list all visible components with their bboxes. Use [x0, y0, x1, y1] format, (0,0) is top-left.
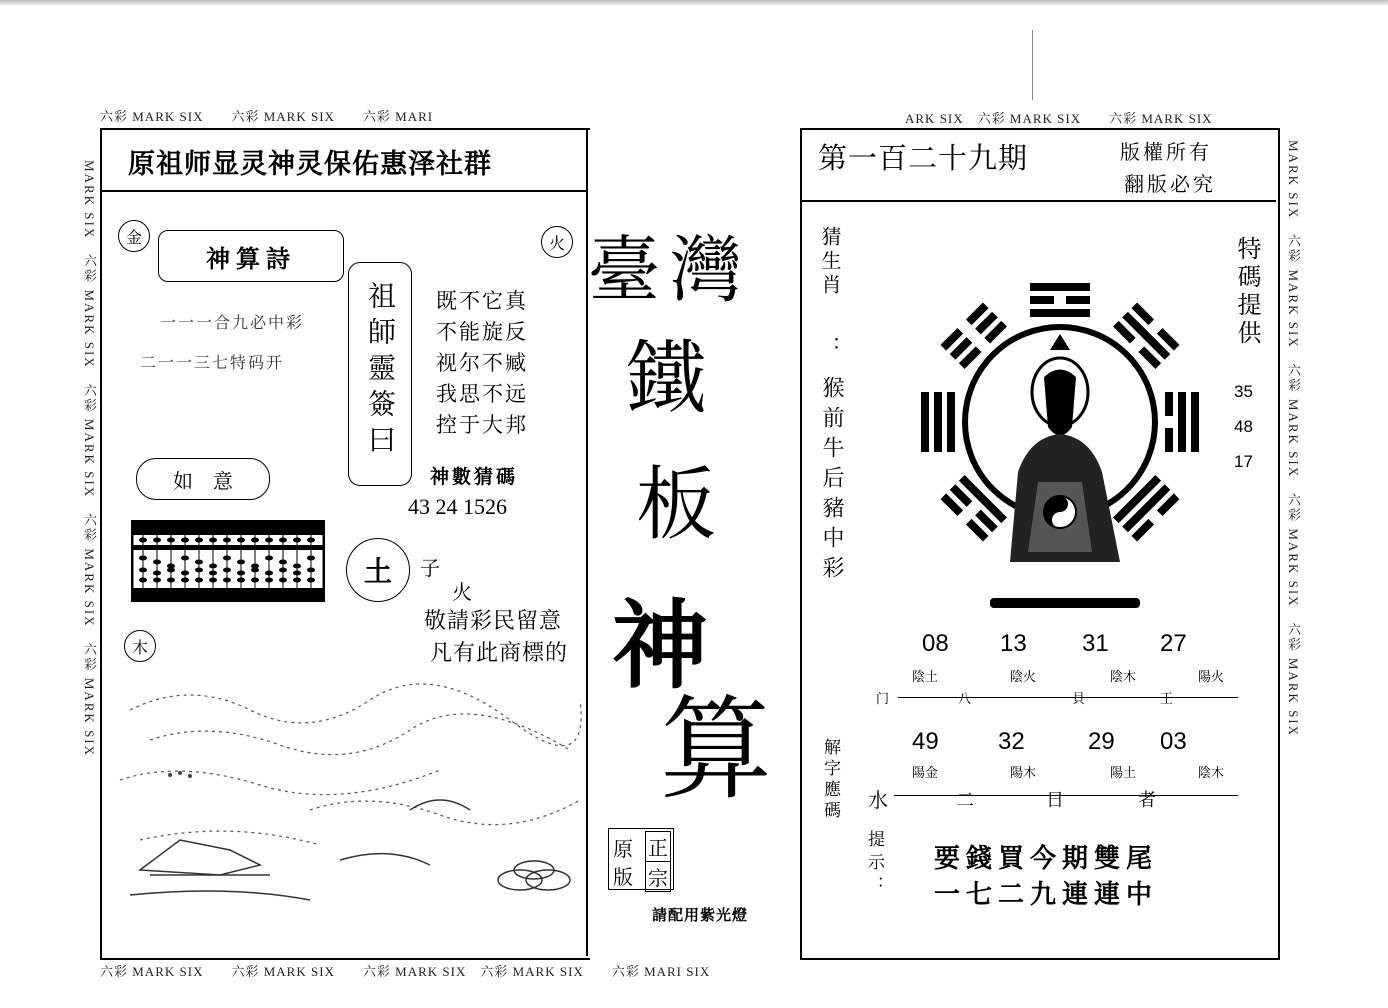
poem-line: 视尔不臧: [436, 351, 528, 375]
notice-line-2: 凡有此商標的: [430, 641, 569, 666]
row2-number: 32: [998, 728, 1025, 755]
row2-tag: 陽土: [1110, 766, 1137, 781]
abacus-icon: [131, 520, 325, 602]
watermark-right-vertical: MARK SIX 六彩 MARK SIX 六彩 MARK SIX 六彩 MARK SIX 六彩 MARK SIX: [1286, 140, 1301, 738]
fold-line: [1032, 30, 1033, 100]
abacus-bead: [167, 568, 175, 573]
notice-line-1: 敬請彩民留意: [424, 609, 563, 634]
stamp-char: 宗: [645, 861, 671, 892]
tip-label: 提示：: [864, 830, 884, 899]
row1-tag: 陰土: [912, 670, 939, 685]
scan-edge: [0, 0, 1388, 6]
watermark-top-left: 六彩 MARK SIX 六彩 MARK SIX 六彩 MARI: [100, 109, 434, 124]
title-suan: 算: [660, 685, 772, 815]
element-earth-badge: 土: [346, 538, 410, 602]
abacus-bead: [223, 578, 231, 583]
poem-line: 控于大邦: [436, 413, 528, 437]
row1-tag: 陽火: [1198, 670, 1225, 685]
abacus-bead: [265, 556, 273, 561]
issue-number: 第一百二十九期: [818, 141, 1029, 175]
oracle-title: 祖師靈簽曰: [364, 281, 397, 461]
element-wood-badge: 木: [124, 630, 156, 662]
abacus-bead: [181, 538, 189, 543]
element-fire-badge: 火: [541, 226, 573, 258]
row1-char: 八: [958, 692, 972, 707]
abacus-bead: [167, 578, 175, 583]
row1-char: 王: [1160, 692, 1174, 707]
trigram-line: [1030, 283, 1090, 291]
oracle-title-box: [348, 262, 412, 486]
element-metal-badge: 金: [118, 220, 150, 252]
title-taiwan: 臺灣: [588, 228, 753, 312]
zi-char: 子: [420, 556, 440, 580]
poem-title-box: [158, 230, 344, 282]
landscape-illustration: [110, 670, 585, 950]
left-header: 原祖师显灵神灵保佑惠泽社群: [128, 149, 492, 180]
abacus-bead: [265, 571, 273, 576]
watermark-left-vertical: MARK SIX 六彩 MARK SIX 六彩 MARK SIX 六彩 MARK SIX 六彩 MARK SIX: [82, 160, 97, 758]
abacus-bead: [293, 578, 301, 583]
poem-line: 不能旋反: [436, 320, 528, 344]
abacus-bead: [265, 578, 273, 583]
row2-char: 日: [1046, 790, 1064, 811]
row1-number: 13: [1000, 630, 1027, 657]
row1-tag: 陰木: [1110, 670, 1137, 685]
special-number: 48: [1234, 417, 1253, 436]
abacus-bead: [251, 578, 259, 583]
poem-line: 既不它真: [436, 289, 528, 313]
trigram-line: [1030, 296, 1090, 304]
right-header-divider: [800, 200, 1276, 202]
title-ban: 板: [636, 458, 716, 551]
hint-line-1: 一一一合九必中彩: [160, 313, 305, 332]
row1-number: 31: [1082, 630, 1109, 657]
abacus-bead: [181, 571, 189, 576]
abacus-bead: [139, 538, 147, 543]
special-code-label: 特碼提供: [1233, 236, 1261, 348]
poem-line: 我思不远: [436, 382, 528, 406]
abacus-bead: [195, 568, 203, 573]
abacus-bead: [153, 560, 161, 565]
abacus-bead: [307, 556, 315, 561]
abacus-bead: [307, 538, 315, 543]
abacus-bead: [139, 556, 147, 561]
zodiac-colon: ：: [818, 336, 842, 356]
abacus-bead: [209, 578, 217, 583]
trigram-line: [921, 392, 929, 452]
hint-line-2: 二一一三七特码开: [140, 353, 285, 372]
abacus-bead: [279, 538, 287, 543]
row1-char: 貝: [1072, 692, 1086, 707]
abacus-bead: [153, 571, 161, 576]
abacus-bead: [279, 568, 287, 573]
abacus-bead: [153, 538, 161, 543]
abacus-bead: [293, 571, 301, 576]
row2-underline: [894, 795, 1238, 796]
trigram-line: [1165, 392, 1173, 452]
decode-label: 解字應碼: [820, 738, 840, 822]
abacus-bead: [139, 578, 147, 583]
abacus-bead: [195, 578, 203, 583]
hint-line-2: 一七二九連連中: [934, 880, 1159, 910]
abacus-bead: [209, 571, 217, 576]
poem-lines: [436, 286, 528, 441]
abacus-bead: [181, 578, 189, 583]
row2-number: 03: [1160, 728, 1187, 755]
abacus-bead: [251, 538, 259, 543]
abacus-bead: [307, 578, 315, 583]
row2-number: 49: [912, 728, 939, 755]
abacus-bead: [209, 564, 217, 569]
row2-char: 者: [1138, 790, 1156, 811]
left-header-divider: [100, 190, 588, 192]
trigram-line: [934, 392, 942, 452]
stamp-char: 版: [613, 865, 633, 889]
abacus-bead: [181, 556, 189, 561]
abacus-bead: [293, 538, 301, 543]
abacus-bead: [293, 564, 301, 569]
trigram-line: [947, 392, 955, 452]
abacus-bead: [167, 538, 175, 543]
bagua-deity-illustration: [910, 222, 1210, 562]
authentic-stamp: [608, 828, 674, 890]
stamp-char: 原: [613, 837, 633, 861]
abacus-bead: [209, 538, 217, 543]
abacus-bead: [195, 560, 203, 565]
guess-numbers: 43 24 1526: [408, 494, 507, 519]
copyright-line-1: 版權所有: [1120, 140, 1212, 164]
uv-light-note: 請配用紫光燈: [652, 906, 749, 924]
row1-char: 门: [876, 692, 890, 707]
abacus-bead: [237, 538, 245, 543]
watermark-bottom: 六彩 MARK SIX 六彩 MARK SIX 六彩 MARK SIX 六彩 MARK SIX 六彩 MARI SIX: [100, 964, 711, 979]
abacus-bead: [307, 568, 315, 573]
ruyi-box: [136, 458, 270, 500]
guess-label: 神數猜碼: [430, 466, 519, 488]
trigram-line: [1030, 309, 1090, 317]
abacus-bead: [251, 568, 259, 573]
trigram-line: [1178, 392, 1186, 452]
title-tie: 鐵: [626, 332, 706, 425]
abacus-bead: [265, 538, 273, 543]
abacus-bead: [223, 568, 231, 573]
row2-tag: 陰木: [1198, 766, 1225, 781]
abacus-bead: [279, 560, 287, 565]
abacus-bead: [139, 568, 147, 573]
title-shen: 神: [612, 589, 708, 702]
row2-tag: 陽金: [912, 766, 939, 781]
special-number: 17: [1234, 452, 1253, 471]
ink-bar: [990, 598, 1140, 608]
zodiac-label: 猜生肖: [818, 226, 842, 298]
row2-number: 29: [1088, 728, 1115, 755]
hint-line-1: 要錢買今期雙尾: [934, 844, 1159, 874]
abacus-bead: [237, 578, 245, 583]
abacus-bead: [279, 578, 287, 583]
row2-tag: 陽木: [1010, 766, 1037, 781]
special-number: 35: [1234, 382, 1253, 401]
row1-number: 08: [922, 630, 949, 657]
abacus-bead: [223, 556, 231, 561]
zodiac-text: 猴前牛后豬中彩: [819, 376, 844, 586]
poem-title: 神算詩: [206, 244, 296, 273]
abacus-bead: [153, 578, 161, 583]
row2-char: 水: [868, 788, 888, 812]
row1-underline: [898, 697, 1238, 698]
ruyi-text: 如 意: [173, 468, 233, 493]
row1-number: 27: [1160, 630, 1187, 657]
abacus-bead: [223, 538, 231, 543]
row2-char: 二: [956, 790, 974, 811]
copyright-line-2: 翻版必究: [1124, 172, 1216, 196]
special-numbers: [1234, 374, 1253, 479]
abacus-bead: [237, 571, 245, 576]
watermark-top-right: ARK SIX 六彩 MARK SIX 六彩 MARK SIX: [905, 111, 1213, 126]
abacus-bead: [237, 560, 245, 565]
trigram-line: [1191, 392, 1199, 452]
huo-char: 火: [452, 580, 472, 604]
stamp-char: 正: [645, 831, 671, 862]
row1-tag: 陰火: [1010, 670, 1037, 685]
abacus-bead: [195, 538, 203, 543]
